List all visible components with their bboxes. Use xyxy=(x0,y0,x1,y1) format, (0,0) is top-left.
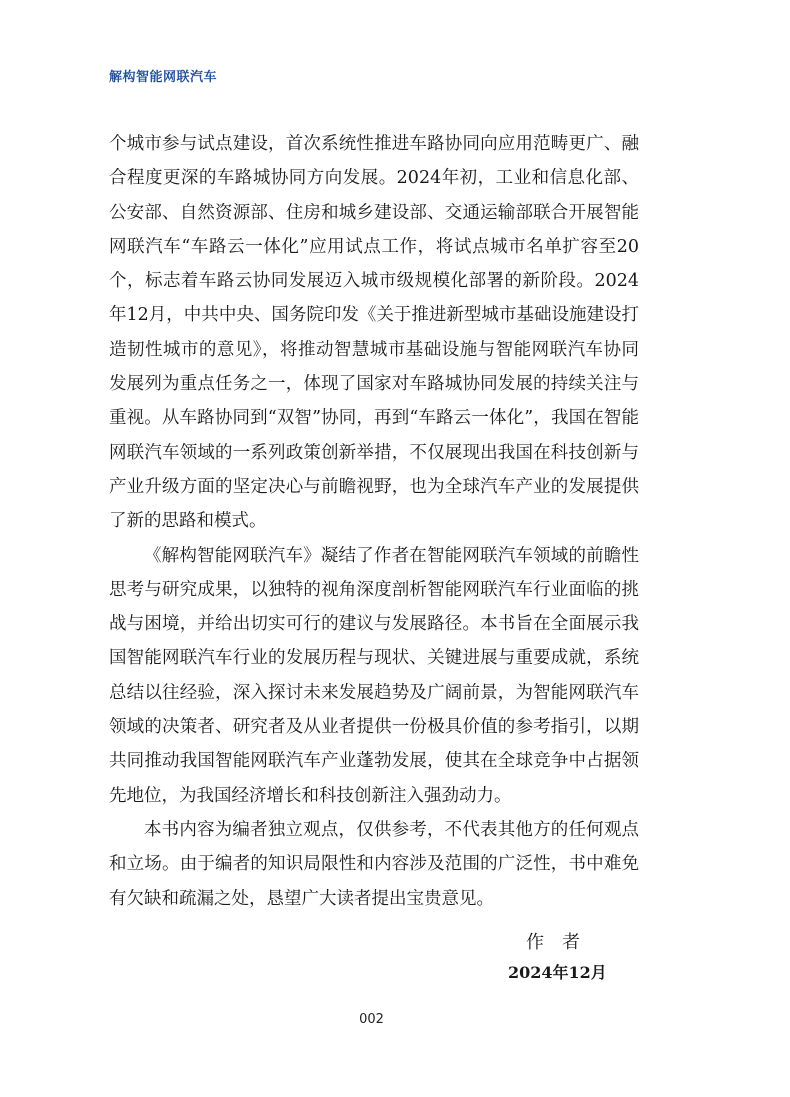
author-signature: 作者 xyxy=(526,932,598,953)
paragraph-continuation: 个城市参与试点建设，首次系统性推进车路协同向应用范畴更广、融合程度更深的车路城协同方向发展。2024年初，工业和信息化部、公安部、自然资源部、住房和城乡建设部、交通运输部联合开展智能网联汽车“车路云一体化”应用试点工作，将试点城市名单扩容至20个，标志着车路云协同发展迈入城市级规模化部署的新阶段。2024年12月，中共中央、国务院印发《关于推进新型城市基础设施建设打造韧性城市的意见》，将推动智慧城市基础设施与智能网联汽车协同发展列为重点任务之一，体现了国家对车路城协同发展的持续关注与重视。从车路协同到“双智”协同，再到“车路云一体化”，我国在智能网联汽车领域的一系列政策创新举措，不仅展现出我国在科技创新与产业升级方面的坚定决心与前瞻视野，也为全球汽车产业的发展提供了新的思路和模式。 xyxy=(109,134,639,532)
paragraph-disclaimer: 本书内容为编者独立观点，仅供参考，不代表其他方的任何观点和立场。由于编者的知识局限性和内容涉及范围的广泛性，书中难免有欠缺和疏漏之处，恳望广大读者提出宝贵意见。 xyxy=(109,819,639,909)
running-header: 解构智能网联汽车 xyxy=(109,70,218,85)
signature-date: 2024年12月 xyxy=(508,963,607,982)
paragraph-book-summary: 《解构智能网联汽车》凝结了作者在智能网联汽车领域的前瞻性思考与研究成果，以独特的视角深度剖析智能网联汽车行业面临的挑战与困境，并给出切实可行的建议与发展路径。本书旨在全面展示我国智能网联汽车行业的发展历程与现状、关键进展与重要成就，系统总结以往经验，深入探讨未来发展趋势及广阔前景，为智能网联汽车领域的决策者、研究者及从业者提供一份极具价值的参考指引，以期共同推动我国智能网联汽车产业蓬勃发展，使其在全球竞争中占据领先地位，为我国经济增长和科技创新注入强劲动力。 xyxy=(109,545,639,806)
page-number: 002 xyxy=(359,1012,384,1027)
preface-body xyxy=(109,127,639,916)
